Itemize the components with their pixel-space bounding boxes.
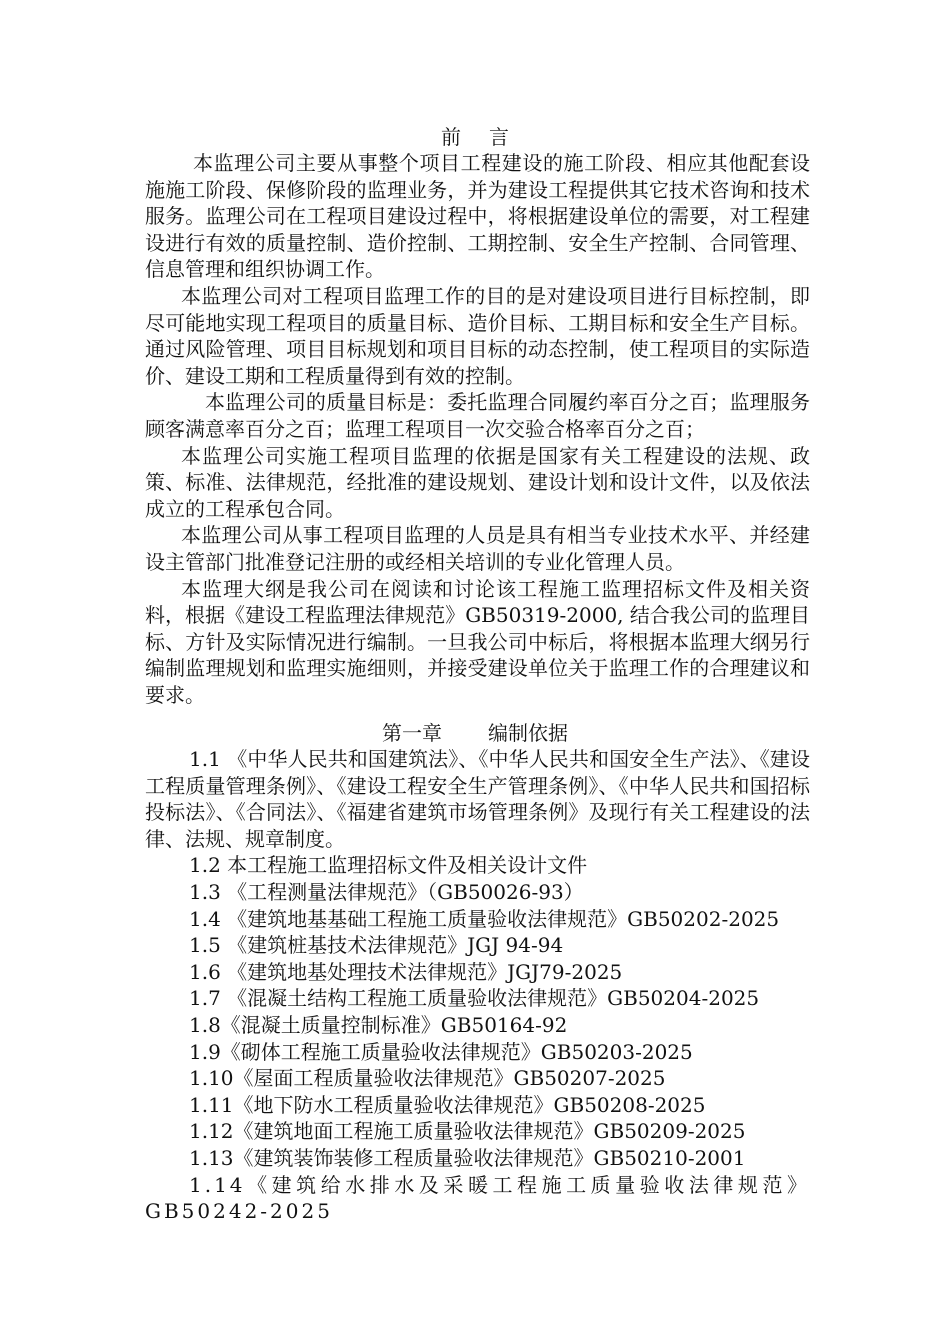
reference-item: 1.7 《混凝土结构工程施工质量验收法律规范》GB50204-2025 [189,986,760,1011]
preface-title [0,124,950,151]
reference-item: 1.11《地下防水工程质量验收法律规范》GB50208-2025 [189,1092,706,1117]
reference-item: 1.6 《建筑地基处理技术法律规范》JGJ79-2025 [189,959,623,984]
preface-paragraph: 本监理公司从事工程项目监理的人员是具有相当专业技术水平、并经建设主管部门批准登记注册的或经相关培训的专业化管理人员。 [145,523,810,574]
preface-paragraph: 本监理公司对工程项目监理工作的目的是对建设项目进行目标控制，即尽可能地实现工程项目的质量目标、造价目标、工期目标和安全生产目标。通过风险管理、项目目标规划和项目目标的动态控制，使工程项目的实际造价、建设工期和工程质量得到有效的控制。 [145,283,810,388]
reference-item: 1.4 《建筑地基基础工程施工质量验收法律规范》GB50202-2025 [189,906,780,931]
reference-item: 1.2 本工程施工监理招标文件及相关设计文件 [189,853,588,878]
chapter-number: 第一章 [382,721,442,745]
chapter-title [0,720,950,747]
reference-item: 1.10《屋面工程质量验收法律规范》GB50207-2025 [189,1066,666,1091]
reference-item: 1.12《建筑地面工程施工质量验收法律规范》GB50209-2025 [189,1119,746,1144]
reference-item: 1.9《砌体工程施工质量验收法律规范》GB50203-2025 [189,1039,693,1064]
reference-item: 1.1 《中华人民共和国建筑法》、《中华人民共和国安全生产法》、《建设工程质量管理条例》、《建设工程安全生产管理条例》、《中华人民共和国招标投标法》、《合同法》、《福建省建筑市场管理条例》及现行有关工程建设的法律、法规、规章制度。 [145,747,810,851]
preface-paragraph: 本监理公司实施工程项目监理的依据是国家有关工程建设的法规、政策、标准、法律规范，经批准的建设规划、建设计划和设计文件，以及依法成立的工程承包合同。 [145,443,810,521]
reference-item: 1.14《建筑给水排水及采暖工程施工质量验收法律规范》GB50242-2025 [145,1172,810,1224]
preface-title-char-2: 言 [489,125,509,149]
reference-item: 1.8《混凝土质量控制标准》GB50164-92 [189,1012,568,1037]
reference-item: 1.5 《建筑桩基技术法律规范》JGJ 94-94 [189,933,564,958]
chapter-name: 编制依据 [488,721,568,745]
preface-title-char-1: 前 [441,125,461,149]
reference-item: 1.13《建筑装饰装修工程质量验收法律规范》GB50210-2001 [189,1145,746,1170]
reference-list [145,746,810,1225]
preface-paragraph: 本监理公司的质量目标是：委托监理合同履约率百分之百；监理服务顾客满意率百分之百；监理工程项目一次交验合格率百分之百； [145,390,810,441]
preface-paragraph: 本监理公司主要从事整个项目工程建设的施工阶段、相应其他配套设施施工阶段、保修阶段的监理业务，并为建设工程提供其它技术咨询和技术服务。监理公司在工程项目建设过程中，将根据建设单位的需要，对工程建设进行有效的质量控制、造价控制、工期控制、安全生产控制、合同管理、信息管理和组织协调工作。 [145,151,810,282]
preface-paragraph: 本监理大纲是我公司在阅读和讨论该工程施工监理招标文件及相关资料，根据《建设工程监理法律规范》GB50319-2000, 结合我公司的监理目标、方针及实际情况进行编制。一旦我公司中标后，将根据本监理大纲另行编制监理规划和监理实施细则，并接受建设单位关于监理工作的合理建议和要求。 [145,576,810,707]
reference-item: 1.3 《工程测量法律规范》（GB50026-93） [189,879,584,904]
preface-body [145,150,810,708]
